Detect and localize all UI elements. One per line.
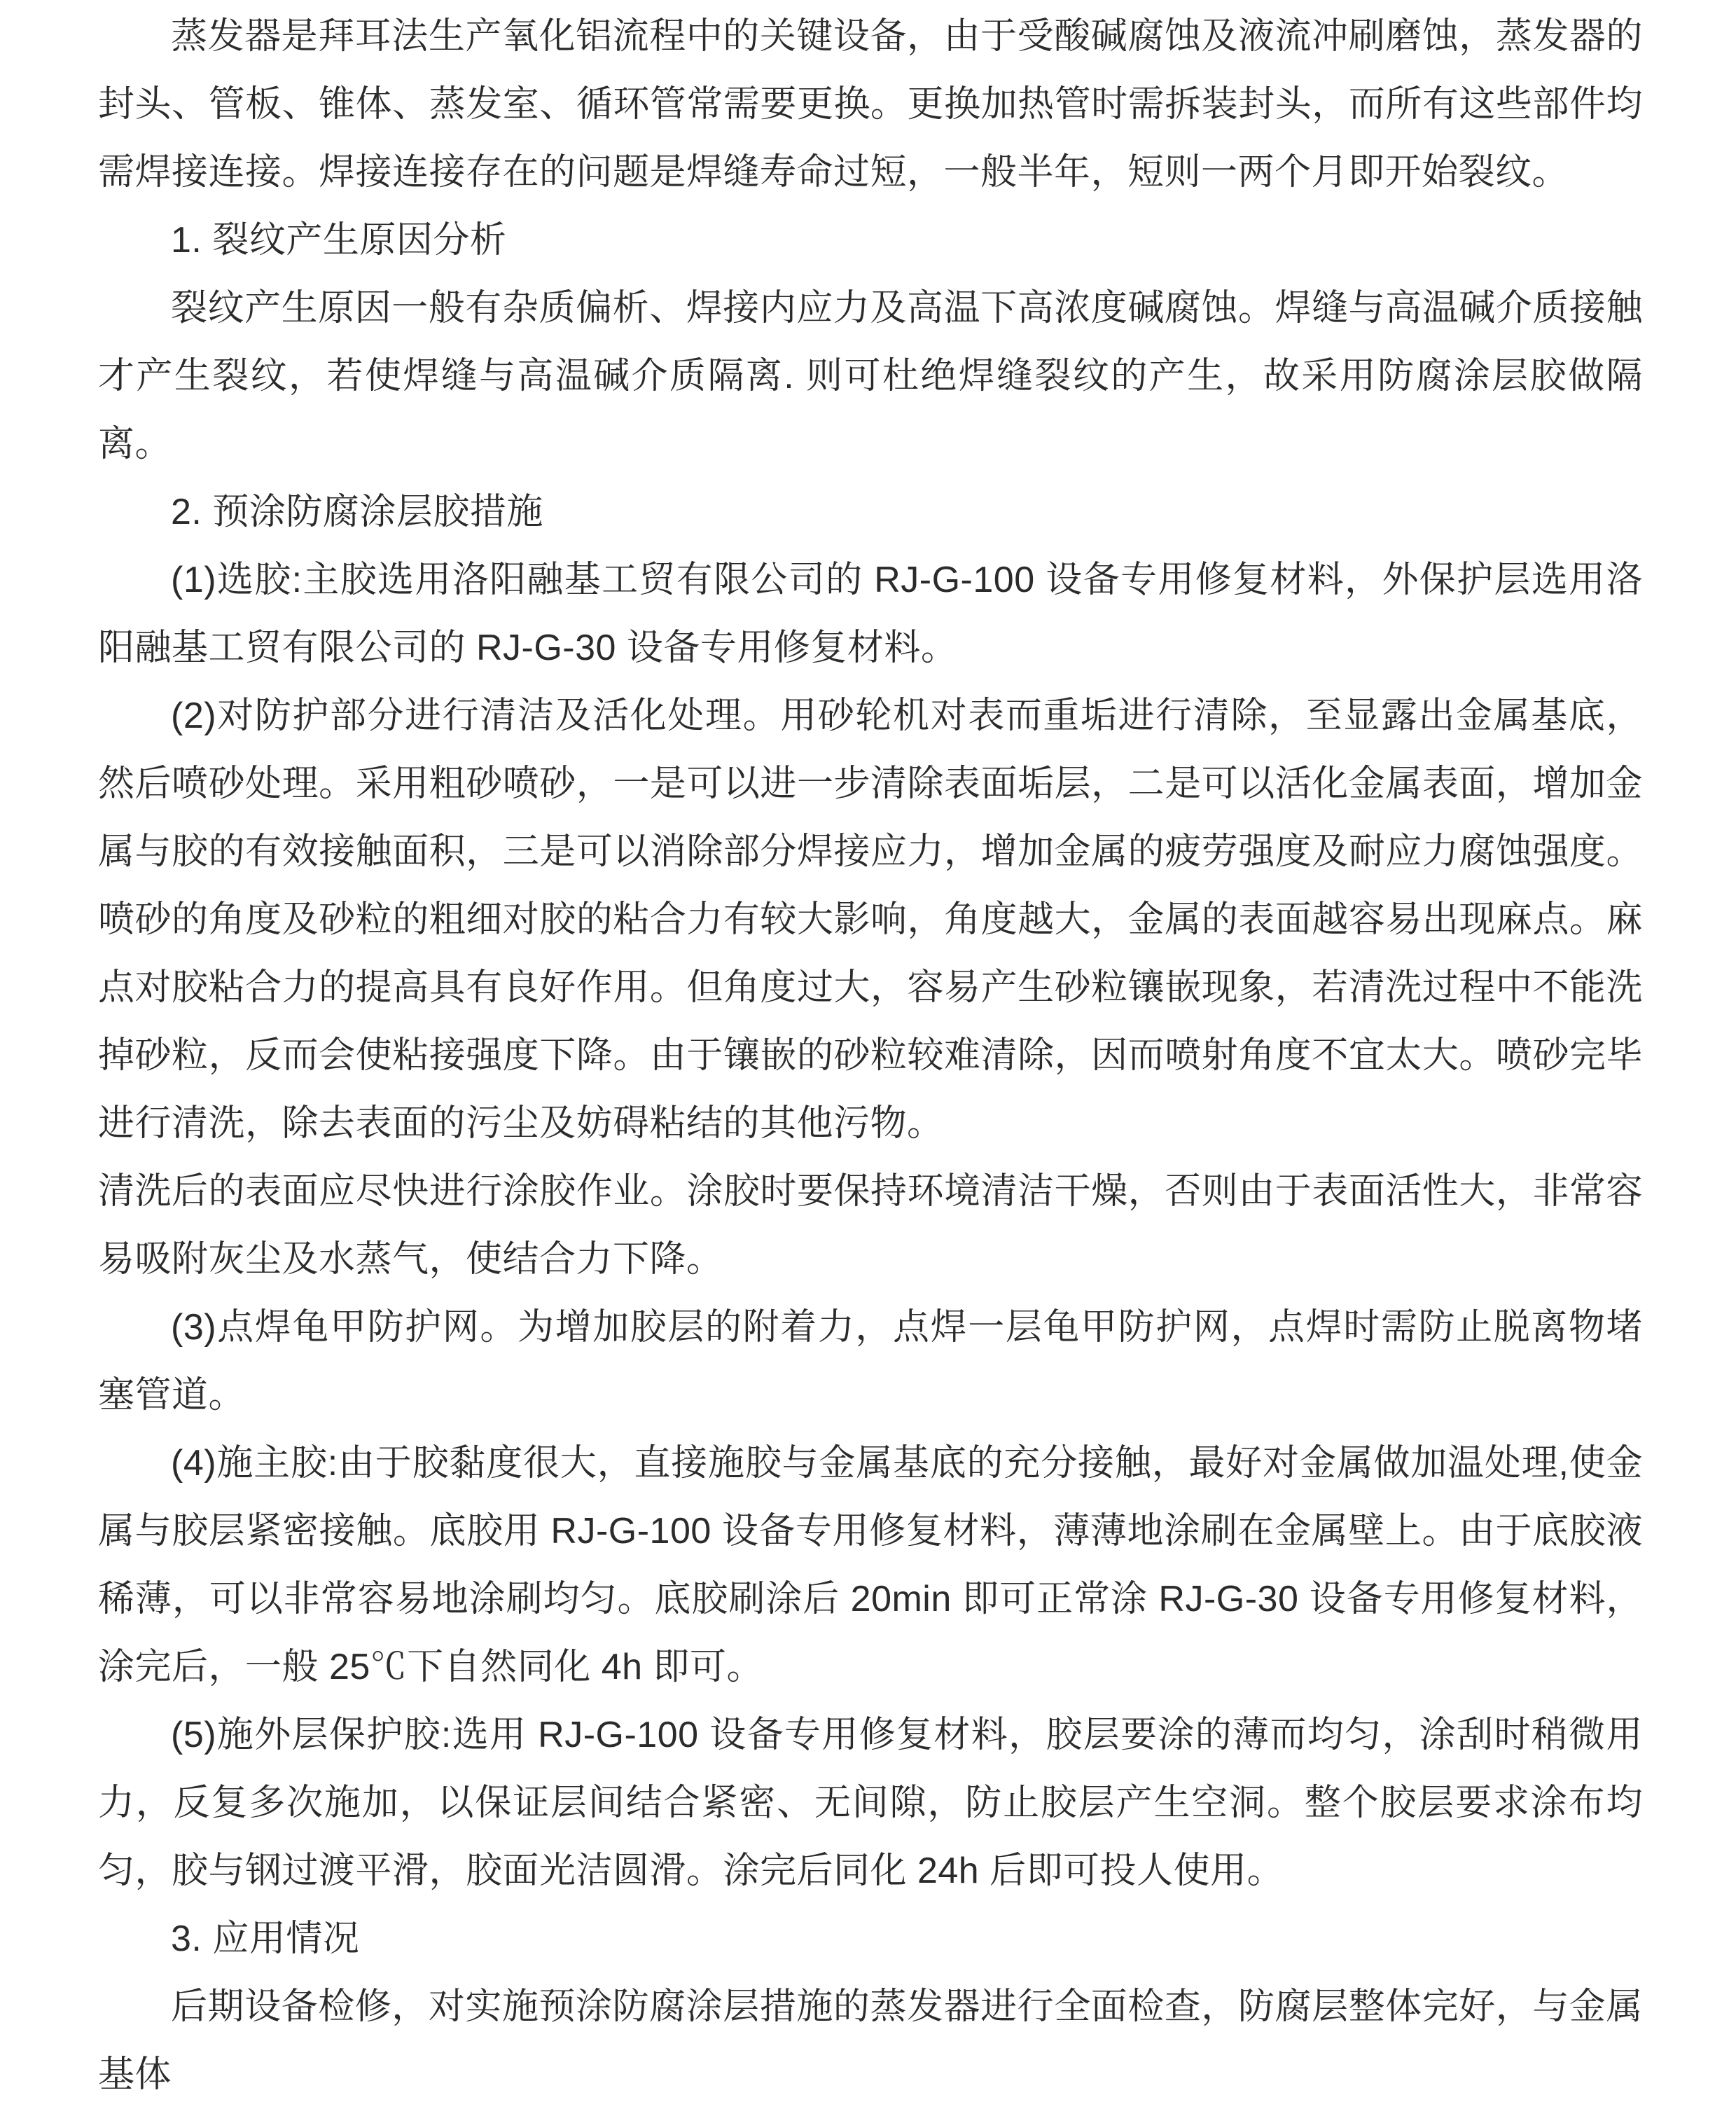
paragraph-step2-cleaning: (2)对防护部分进行清洁及活化处理。用砂轮机对表而重垢进行清除，至显露出金属基底，然后喷砂处理。采用粗砂喷砂，一是可以进一步清除表面垢层，二是可以活化金属表面，增加金属与胶的有效接触面积，三是可以消除部分焊接应力，增加金属的疲劳强度及耐应力腐蚀强度。喷砂的角度及砂粒的粗细对胶的粘合力有较大影响，角度越大，金属的表面越容易出现麻点。麻点对胶粘合力的提高具有良好作用。但角度过大，容易产生砂粒镶嵌现象，若清洗过程中不能洗掉砂粒，反而会使粘接强度下降。由于镶嵌的砂粒较难清除，因而喷射角度不宜太大。喷砂完毕进行清洗，除去表面的污尘及妨碍粘结的其他污物。 <box>98 696 1643 1144</box>
paragraph-coating-after-wash: 清洗后的表面应尽快进行涂胶作业。涂胶时要保持环境清洁干燥，否则由于表面活性大，非常容易吸附灰尘及水蒸气，使结合力下降。 <box>98 1171 1643 1280</box>
document-text-block <box>98 0 1643 2109</box>
paragraph-application-status: 后期设备检修，对实施预涂防腐涂层措施的蒸发器进行全面检查，防腐层整体完好，与金属基体 <box>98 1986 1643 2095</box>
section-heading-3: 3. 应用情况 <box>171 1918 360 1959</box>
paragraph-crack-causes: 裂纹产生原因一般有杂质偏析、焊接内应力及高温下高浓度碱腐蚀。焊缝与高温碱介质接触才产生裂纹，若使焊缝与高温碱介质隔离. 则可杜绝焊缝裂纹的产生，故采用防腐涂层胶做隔离。 <box>98 288 1643 464</box>
section-heading-1: 1. 裂纹产生原因分析 <box>171 220 507 261</box>
section-heading-2: 2. 预涂防腐涂层胶措施 <box>171 492 543 532</box>
paragraph-step1-glue-select: (1)选胶:主胶选用洛阳融基工贸有限公司的 RJ-G-100 设备专用修复材料，外保护层选用洛阳融基工贸有限公司的 RJ-G-30 设备专用修复材料。 <box>98 560 1643 668</box>
paragraph-step5-outer-layer: (5)施外层保护胶:选用 RJ-G-100 设备专用修复材料，胶层要涂的薄而均匀，涂刮时稍微用力，反复多次施加，以保证层间结合紧密、无间隙，防止胶层产生空洞。整个胶层要求涂布均匀，胶与钢过渡平滑，胶面光洁圆滑。涂完后同化 24h 后即可投人使用。 <box>98 1715 1643 1891</box>
paragraph-step4-main-glue: (4)施主胶:由于胶黏度很大，直接施胶与金属基底的充分接触，最好对金属做加温处理,使金属与胶层紧密接触。底胶用 RJ-G-100 设备专用修复材料，薄薄地涂刷在金属壁上。由于底胶液稀薄，可以非常容易地涂刷均匀。底胶刷涂后 20min 即可正常涂 RJ-G-30 设备专用修复材料，涂完后，一般 25℃下自然同化 4h 即可。 <box>98 1443 1643 1687</box>
paragraph-intro: 蒸发器是拜耳法生产氧化铝流程中的关键设备，由于受酸碱腐蚀及液流冲刷磨蚀，蒸发器的封头、管板、锥体、蒸发室、循环管常需要更换。更换加热管时需拆装封头，而所有这些部件均需焊接连接。焊接连接存在的问题是焊缝寿命过短，一般半年，短则一两个月即开始裂纹。 <box>98 16 1643 193</box>
paragraph-step3-spot-weld-net: (3)点焊龟甲防护网。为增加胶层的附着力，点焊一层龟甲防护网，点焊时需防止脱离物堵塞管道。 <box>98 1307 1643 1416</box>
